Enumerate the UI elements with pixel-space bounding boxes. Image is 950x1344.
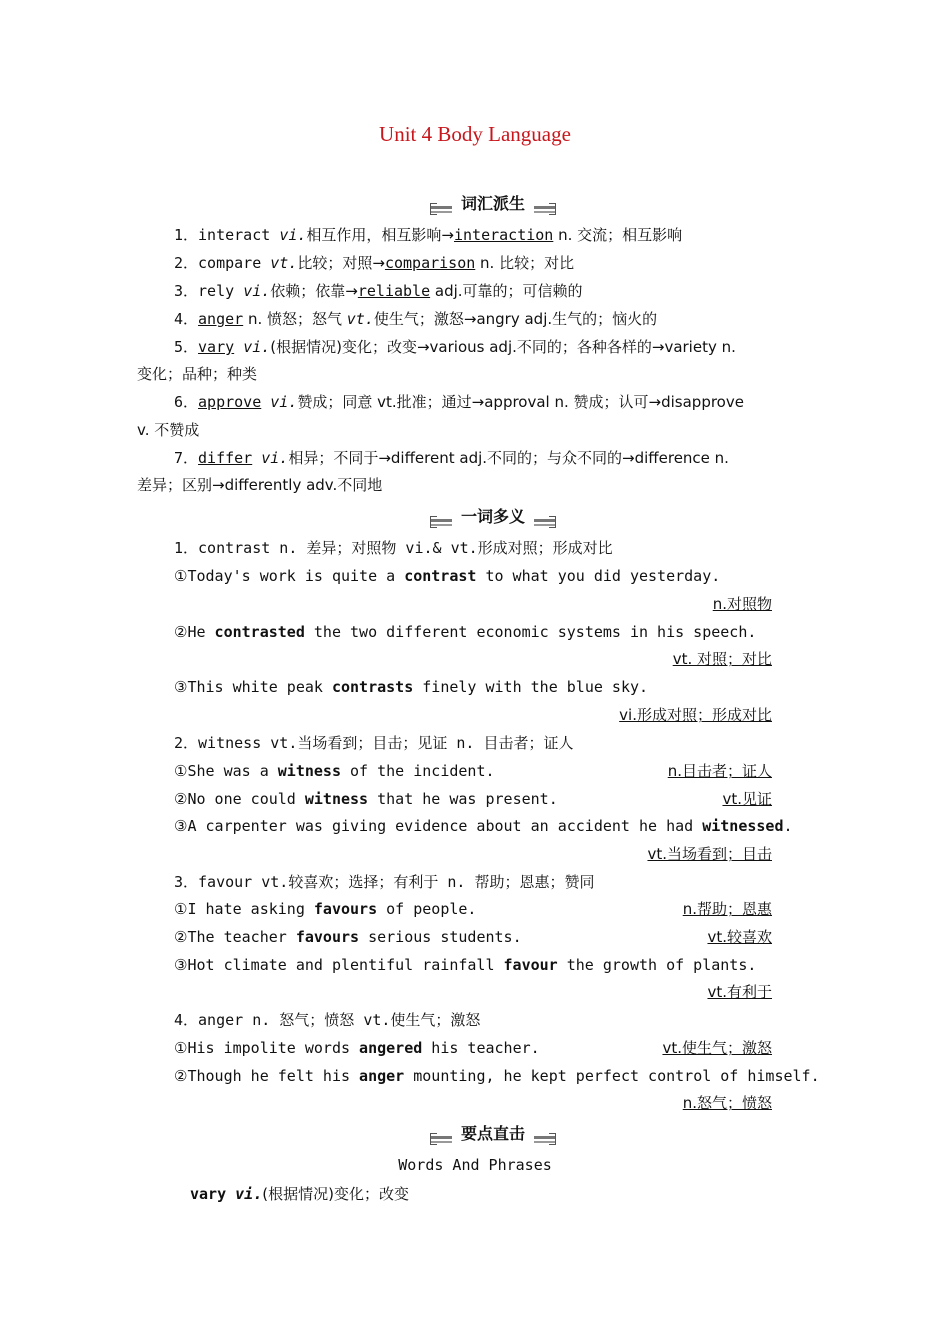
answer: n.目击者；证人	[667, 762, 772, 780]
answer: vt.当场看到；目击	[647, 845, 772, 863]
answer: vi.形成对照；形成对比	[619, 706, 772, 724]
example-sentence: ①Today's work is quite a contrast to what you did yesterday.	[174, 567, 721, 585]
entry-head: 4．anger n. 怒气；愤怒 vt.使生气；激怒	[174, 1011, 481, 1029]
list-item: 4．anger n. 愤怒；怒气 vt.使生气；激怒→angry adj.生气的；恼火的	[174, 310, 658, 328]
example-sentence: ①I hate asking favours of people.	[174, 900, 477, 918]
example-sentence: ③This white peak contrasts finely with the blue sky.	[174, 678, 649, 696]
section-banner-derivation	[430, 194, 556, 216]
answer: n.帮助；恩惠	[682, 900, 772, 918]
example-sentence: ①His impolite words angered his teacher.	[174, 1039, 540, 1057]
list-item: 6．approve vi.赞成；同意 vt.批准；通过→approval n. 赞成；认可→disapprove	[174, 393, 744, 411]
section-title: 要点直击	[452, 1124, 534, 1144]
section-banner-key-points	[430, 1124, 556, 1146]
example-sentence: ①She was a witness of the incident.	[174, 762, 495, 780]
answer: n.对照物	[712, 595, 772, 613]
section-banner-polysemy	[430, 507, 556, 529]
list-item-continued: 差异；区别→differently adv.不同地	[137, 476, 383, 494]
entry-head: 2．witness vt.当场看到；目击；见证 n. 目击者；证人	[174, 734, 574, 752]
answer: vt.有利于	[707, 983, 772, 1001]
example-sentence: ②No one could witness that he was present.	[174, 790, 558, 808]
list-item-continued: 变化；品种；种类	[137, 365, 258, 383]
answer: vt. 对照；对比	[672, 650, 772, 668]
section-title: 一词多义	[452, 507, 534, 527]
example-sentence: ②Though he felt his anger mounting, he kept perfect control of himself.	[174, 1067, 820, 1085]
section-title: 词汇派生	[452, 194, 534, 214]
answer: n.怒气；愤怒	[682, 1094, 772, 1112]
answer: vt.使生气；激怒	[662, 1039, 772, 1057]
list-item: 1．interact vi.相互作用，相互影响→interaction n. 交流；相互影响	[174, 226, 683, 244]
list-item-continued: v. 不赞成	[137, 421, 200, 439]
list-item: 5．vary vi.(根据情况)变化；改变→various adj.不同的；各种各样的→variety n.	[174, 338, 736, 356]
example-sentence: ③A carpenter was giving evidence about an accident he had witnessed.	[174, 817, 793, 835]
list-item: 3．rely vi.依赖；依靠→reliable adj.可靠的；可信赖的	[174, 282, 583, 300]
example-sentence: ③Hot climate and plentiful rainfall favour the growth of plants.	[174, 956, 757, 974]
example-sentence: ②The teacher favours serious students.	[174, 928, 522, 946]
example-sentence: ②He contrasted the two different economic systems in his speech.	[174, 623, 757, 641]
key-point-entry: vary vi.(根据情况)变化；改变	[190, 1185, 409, 1203]
list-item: 7．differ vi.相异；不同于→different adj.不同的；与众不同的→difference n.	[174, 449, 729, 467]
answer: vt.见证	[722, 790, 772, 808]
page-title: Unit 4 Body Language	[379, 122, 571, 146]
subsection-title: Words And Phrases	[398, 1156, 552, 1174]
answer: vt.较喜欢	[707, 928, 772, 946]
entry-head: 3．favour vt.较喜欢；选择；有利于 n. 帮助；恩惠；赞同	[174, 873, 595, 891]
list-item: 2．compare vt.比较；对照→comparison n. 比较；对比	[174, 254, 575, 272]
entry-head: 1．contrast n. 差异；对照物 vi.& vt.形成对照；形成对比	[174, 539, 613, 557]
